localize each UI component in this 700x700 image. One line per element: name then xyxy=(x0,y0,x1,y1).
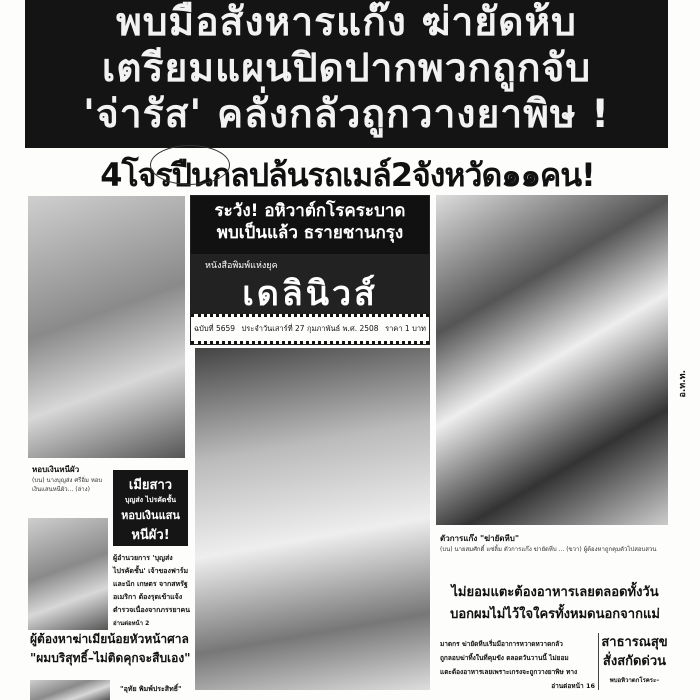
headline-line: เตรียมแผนปิดปากพวกถูกจับ xyxy=(101,46,592,91)
photo-man-portrait xyxy=(28,518,108,630)
box-line: เมียสาว xyxy=(128,478,173,493)
right-story xyxy=(440,637,595,693)
photo-woman xyxy=(28,196,185,458)
story-line: มาตกร ฆ่ายัดหีบเริ่มมีอาการหวาดหวาดกลัว xyxy=(440,640,563,648)
continued-link[interactable]: อ่านต่อหน้า 16 xyxy=(551,682,595,690)
story-line: ถูกลอบฆ่าทิ้งในที่คุมขัง ตลอดวันวานนี้ ไม่ยอม xyxy=(440,654,569,662)
price: ราคา 1 บาท xyxy=(385,324,426,333)
story-line: ไปรคัดชั้น' เจ้าของฟาร์ม xyxy=(113,567,189,575)
photo-suspects xyxy=(436,195,668,525)
headline-line: "ผมบริสุทธิ์–ไม่ติดคุกจะสืบเอง" xyxy=(30,651,191,665)
warning-line: พบเป็นแล้ว ธรายชานกรุง xyxy=(216,223,404,243)
left-quote: "อุทัย พิมพ์ประสิทธิ์" xyxy=(120,685,182,693)
newspaper-logo: เดลินิวส์ xyxy=(242,274,378,314)
issue-number: ฉบับที่ 5659 xyxy=(194,324,236,333)
box-line: หอบเงินแสน xyxy=(121,509,180,522)
postmark-stamp xyxy=(150,145,230,185)
headline-line: พบมือสังหารแก๊ง ฆ่ายัดห้บ xyxy=(116,0,577,45)
caption-text: (บน) นางบุญส่ง ศรีอิ่ม หอบเงินแสนหนีผัว... (ล่าง) xyxy=(32,477,103,493)
left-story xyxy=(113,552,191,630)
photo-signing xyxy=(195,348,430,690)
right-headline xyxy=(440,582,670,626)
subheadline: 4โจรปืนกลปล้นรถเมล์2จังหวัด๑๑คน! xyxy=(100,156,595,194)
headline-line: บอกผมไม่ไว้ใจใครทั้งหมดนอกจากแม่ xyxy=(450,607,660,622)
caption-title: ตัวการแก๊ง "ฆ่ายัดหีบ" xyxy=(440,534,520,543)
box-line: บุญส่ง ไปรคัดชั้น xyxy=(124,496,177,504)
side-mark: อ.ท.ท. xyxy=(678,370,688,398)
masthead xyxy=(191,254,429,314)
continued-link[interactable]: อ่านต่อหน้า 2 xyxy=(113,620,150,627)
right-box-headline xyxy=(598,633,670,690)
box-text: พบอหิวาตกโรคระ– xyxy=(609,677,660,684)
headline-line: ไม่ยอมแตะต้องอาหารเลยตลอดทั้งวัน xyxy=(451,585,659,600)
issue-date: ประจำวันเสาร์ที่ 27 กุมภาพันธ์ พ.ศ. 2508 xyxy=(241,324,379,333)
box-line: หนีผัว! xyxy=(131,528,170,543)
caption-title: หอบเงินหนีผัว xyxy=(32,465,80,474)
headline-line: ผู้ต้องหาฆ่าเมียน้อยหัวหน้าศาล xyxy=(30,632,189,646)
masthead-tagline: หนังสือพิมพ์แห่งยุค xyxy=(205,261,278,271)
story-line: ตำรวจเนื่องจากภรรยาคน xyxy=(113,606,190,614)
warning-line: ระวัง! อหิวาต์กโรคระบาด xyxy=(214,201,406,221)
story-line: และนัก เกษตร จากสหรัฐ xyxy=(113,580,188,588)
right-caption xyxy=(440,532,668,554)
photo-small xyxy=(30,680,110,700)
headline-line: สั่งสกัดด่วน xyxy=(602,654,667,669)
headline-line: สาธารณสุข xyxy=(601,635,668,650)
story-line: แตะต้องอาหารเลยเพราะเกรงจะถูกวางยาพิษ ทาง xyxy=(440,668,578,676)
left-boxed-headline xyxy=(113,470,188,546)
headline-line: 'จ่ารัส' คลั่งกลัวถูกวางยาพิษ ! xyxy=(82,92,610,137)
left-headline xyxy=(30,630,195,668)
caption-text: (บน) นายสมศักดิ์ แซ่ลิ้ม ตัวการแก๊ง ฆ่ายัดหีบ ... (ขวา) ผู้ต้องหาถูกคุมตัวไปสอบสวน xyxy=(440,546,657,553)
story-line: อเมริกา ต้องรุดเข้าแจ้ง xyxy=(113,593,183,601)
main-headline xyxy=(25,0,668,148)
left-caption xyxy=(32,463,110,494)
story-line: ผู้อำนวยการ 'บุญส่ง xyxy=(113,554,173,562)
masthead-block xyxy=(190,195,430,345)
warning-headline xyxy=(191,196,429,254)
